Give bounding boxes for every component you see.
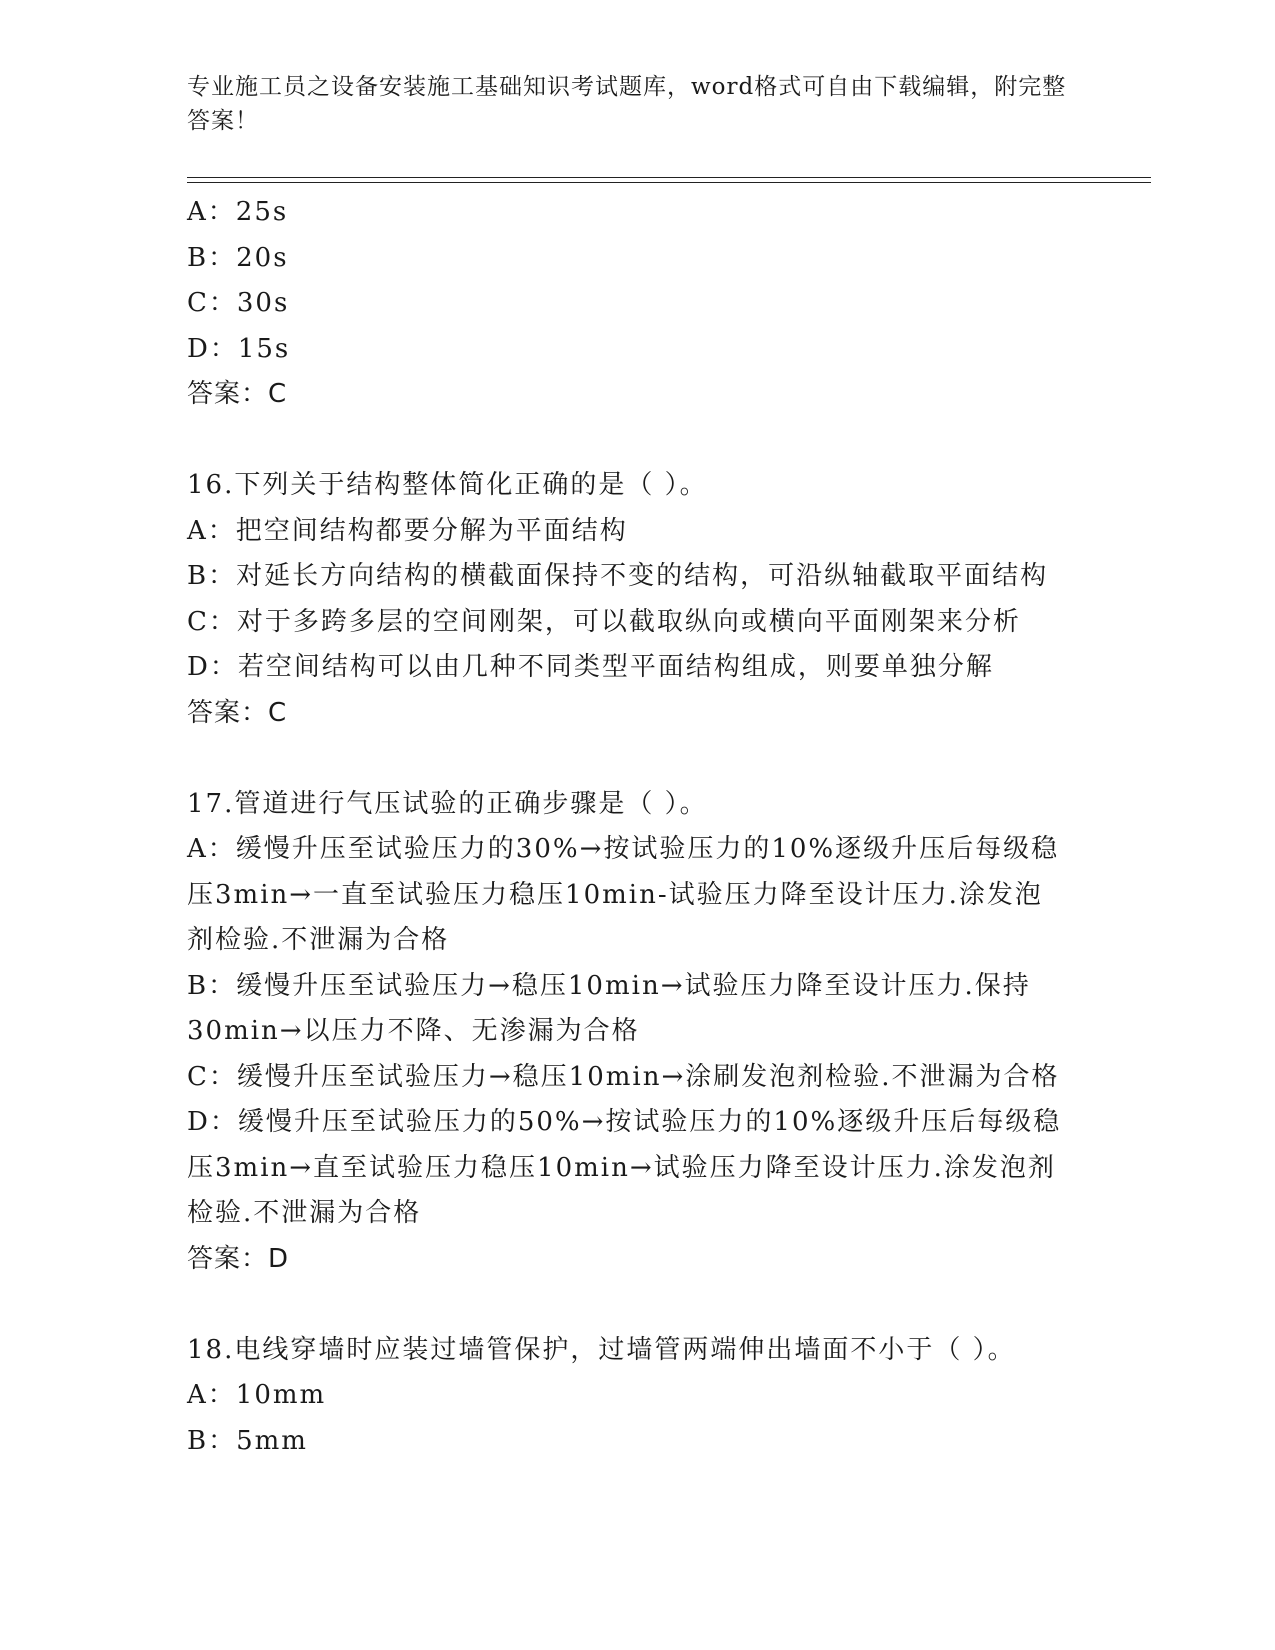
option-b: B：20s <box>187 242 289 273</box>
header-rule-bottom <box>187 182 1151 183</box>
answer-line: 答案：C <box>187 697 288 728</box>
spacer <box>187 418 1087 464</box>
question-15-tail <box>187 190 1087 418</box>
option-c: C：30s <box>187 288 290 318</box>
option-d-line-2: 压3min→直至试验压力稳压10min→试验压力降至设计压力.涂发泡剂 <box>187 1152 1056 1183</box>
header-rule-top <box>187 177 1151 178</box>
option-b: B：对延长方向结构的横截面保持不变的结构，可沿纵轴截取平面结构 <box>187 561 1049 591</box>
question-16 <box>187 463 1087 736</box>
option-b: B：5mm <box>187 1425 308 1456</box>
question-stem: 18.电线穿墙时应装过墙管保护，过墙管两端伸出墙面不小于（ ）。 <box>187 1334 1016 1365</box>
question-stem: 16.下列关于结构整体简化正确的是（ ）。 <box>187 470 708 500</box>
answer-line: 答案：C <box>187 379 288 409</box>
option-b-line-2: 30min→以压力不降、无渗漏为合格 <box>187 1016 640 1046</box>
answer-line: 答案：D <box>187 1243 290 1274</box>
option-d-line-1: D：缓慢升压至试验压力的50%→按试验压力的10%逐级升压后每级稳 <box>187 1107 1062 1137</box>
option-a: A：10mm <box>187 1380 327 1410</box>
question-content <box>187 190 1087 1464</box>
option-a-line-1: A：缓慢升压至试验压力的30%→按试验压力的10%逐级升压后每级稳 <box>187 834 1060 864</box>
option-b-line-1: B：缓慢升压至试验压力→稳压10min→试验压力降至设计压力.保持 <box>187 970 1031 1001</box>
question-18 <box>187 1328 1087 1465</box>
option-a: A：25s <box>187 197 289 227</box>
question-17 <box>187 782 1087 1283</box>
option-a-line-2: 压3min→一直至试验压力稳压10min-试验压力降至设计压力.涂发泡 <box>187 879 1043 910</box>
option-c: C：对于多跨多层的空间刚架，可以截取纵向或横向平面刚架来分析 <box>187 606 1021 637</box>
option-a: A：把空间结构都要分解为平面结构 <box>187 515 628 546</box>
spacer <box>187 736 1087 782</box>
spacer <box>187 1282 1087 1328</box>
question-stem: 17.管道进行气压试验的正确步骤是（ ）。 <box>187 788 708 819</box>
option-d: D：15s <box>187 333 291 364</box>
option-a-line-3: 剂检验.不泄漏为合格 <box>187 925 450 955</box>
document-header: 专业施工员之设备安装施工基础知识考试题库，word格式可自由下载编辑，附完整答案！ <box>187 74 1067 134</box>
option-d-line-3: 检验.不泄漏为合格 <box>187 1198 422 1228</box>
option-c-line-1: C：缓慢升压至试验压力→稳压10min→涂刷发泡剂检验.不泄漏为合格 <box>187 1061 1060 1092</box>
option-d: D：若空间结构可以由几种不同类型平面结构组成，则要单独分解 <box>187 652 994 682</box>
